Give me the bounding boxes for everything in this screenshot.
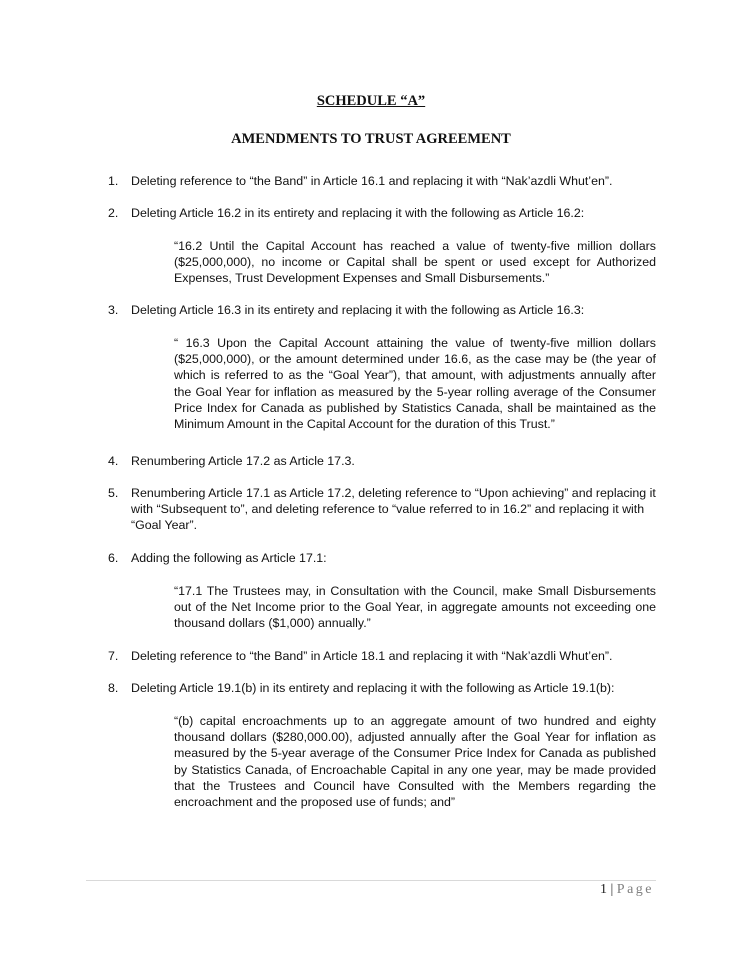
quoted-article: “ 16.3 Upon the Capital Account attaining the value of twenty-five million dollars ($25,000,000), or the amount determined under 16.6, as the case may be (the year of which is referred to as the “Goal Year”), that amount, with adjustments annually after the Goal Year for inflation as measured by the 5-year rolling average of the Consumer Price Index for Canada as published by Statistics Canada, shall be maintained as the Minimum Amount in the Capital Account for the duration of this Trust.” (174, 336, 656, 432)
item-text: Deleting Article 16.2 in its entirety and replacing it with the following as Article 16.2: (131, 206, 585, 220)
item-text: Deleting reference to “the Band” in Article 16.1 and replacing it with “Nak’azdli Whut’en”. (131, 174, 613, 188)
quoted-article: “16.2 Until the Capital Account has reached a value of twenty-five million dollars ($25,000,000), no income or Capital shall be spent or used except for Authorized Expenses, Trust Development Expenses and Small Disbursements.” (174, 239, 656, 286)
item-number: 1. (108, 174, 119, 188)
quoted-article: “(b) capital encroachments up to an aggregate amount of two hundred and eighty thousand dollars ($280,000.00), adjusted annually after the Goal Year for inflation as measured by the 5-year average of the Consumer Price Index for Canada as published by Statistics Canada, of Encroachable Capital in any one year, may be made provided that the Trustees and Council have Consulted with the Members regarding the encroachment and the proposed use of funds; and” (174, 714, 656, 810)
footer-divider (86, 880, 656, 881)
document-subtitle: AMENDMENTS TO TRUST AGREEMENT (231, 131, 511, 147)
item-number: 4. (108, 454, 119, 468)
item-number: 7. (108, 649, 119, 663)
item-text: Deleting reference to “the Band” in Article 18.1 and replacing it with “Nak’azdli Whut’en”. (131, 649, 613, 663)
list-item (108, 205, 656, 221)
quoted-article: “17.1 The Trustees may, in Consultation with the Council, make Small Disbursements out of the Net Income prior to the Goal Year, in aggregate amounts not exceeding one thousand dollars ($1,000) annually.” (174, 584, 656, 631)
item-text: Adding the following as Article 17.1: (131, 551, 327, 565)
list-item (108, 302, 656, 318)
item-text: Deleting Article 19.1(b) in its entirety and replacing it with the following as Article 19.1(b): (131, 681, 615, 695)
page-number: 1 (599, 882, 607, 897)
list-item (108, 453, 656, 469)
list-item (108, 648, 656, 664)
page-footer (600, 882, 654, 898)
list-item (108, 485, 656, 533)
item-number: 6. (108, 551, 119, 565)
item-number: 8. (108, 681, 119, 695)
page-label: Page (616, 882, 654, 897)
list-item (108, 550, 656, 566)
item-number: 3. (108, 303, 119, 317)
schedule-title: SCHEDULE “A” (316, 93, 426, 109)
item-number: 2. (108, 206, 119, 220)
item-text: Deleting Article 16.3 in its entirety and replacing it with the following as Article 16.3: (131, 303, 585, 317)
item-text: Renumbering Article 17.2 as Article 17.3. (131, 454, 355, 468)
item-text: Renumbering Article 17.1 as Article 17.2, deleting reference to “Upon achieving” and replacing it with “Subsequent to”, and deleting reference to “value referred to in 16.2” and replacing it with “Goal Year”. (131, 486, 656, 532)
footer-separator: | (610, 882, 614, 897)
list-item (108, 173, 656, 189)
item-number: 5. (108, 486, 119, 500)
list-item (108, 680, 656, 696)
